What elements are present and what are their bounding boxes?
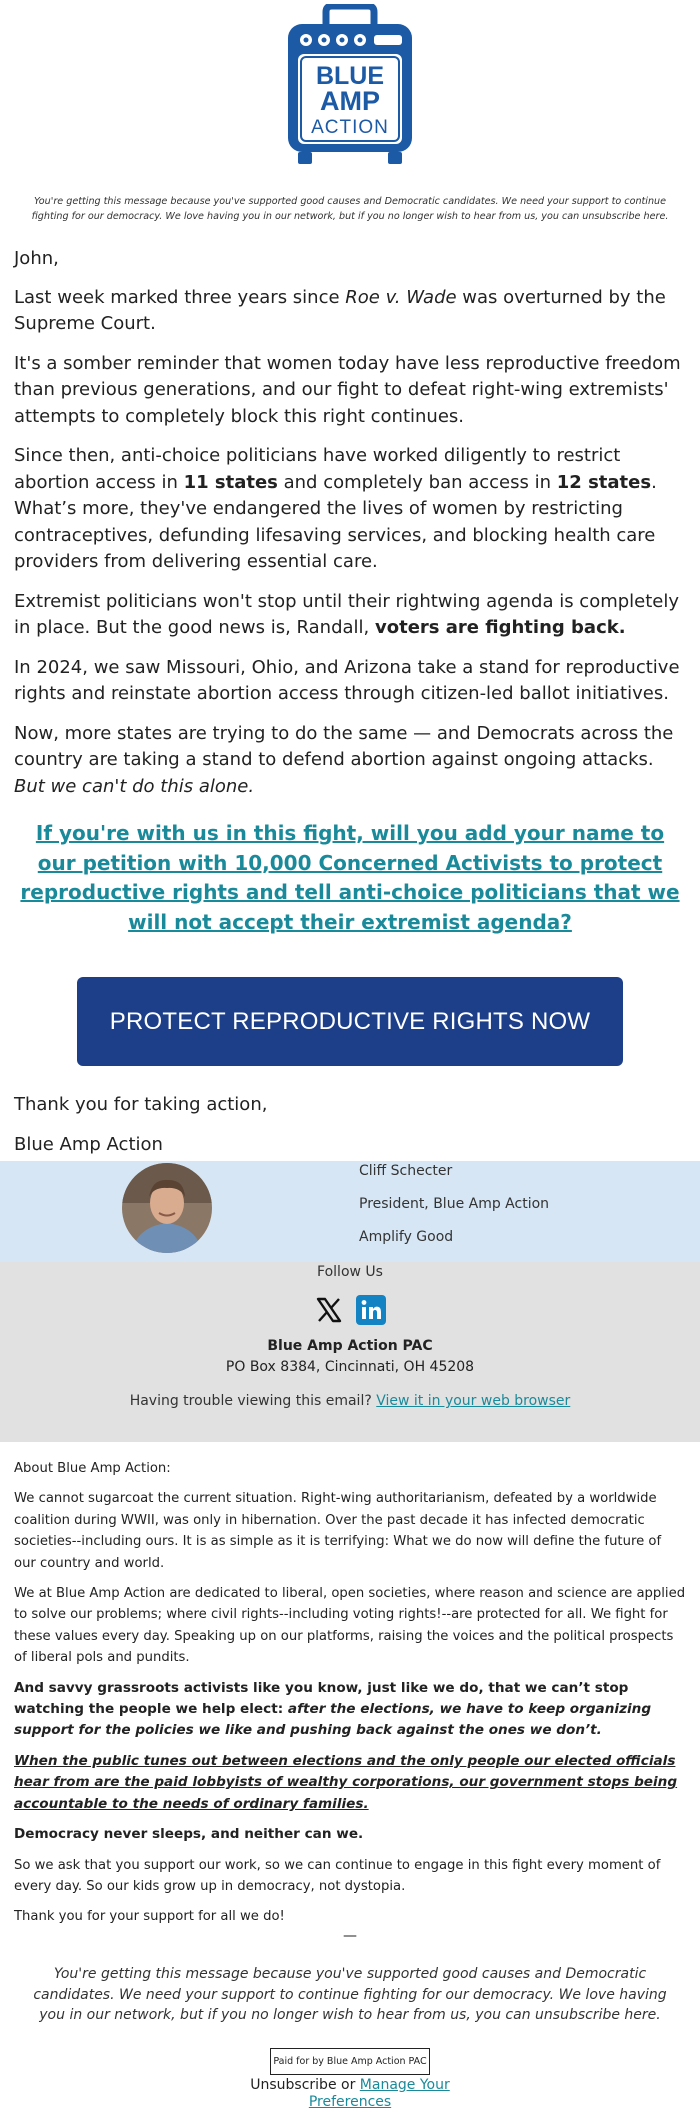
about-paragraph-3: And savvy grassroots activists like you know, just like we do, that we can’t stop watching the people we help elect: after the elections, we have to keep organizing support for the policies we like and pushing back against the ones we don’t. (14, 1679, 652, 1739)
browser-view-line (0, 1393, 700, 1409)
signature-name: Cliff Schecter (359, 1163, 453, 1179)
view-in-browser-link[interactable]: View it in your web browser (376, 1393, 571, 1409)
paid-for-box: Paid for by Blue Amp Action PAC (270, 2048, 430, 2075)
letter-body (0, 246, 700, 800)
signoff (0, 1066, 700, 1158)
paragraph-more-states: Now, more states are trying to do the same — and Democrats across the country are taking a stand to defend abortion against ongoing attacks. But we can't do this alone. (14, 722, 674, 797)
divider-dash: — (343, 1928, 357, 1944)
paragraph-somber: It's a somber reminder that women today have less reproductive freedom than previous generations, and our fight to defeat right-wing extremists' attempts to completely block this right continues. (14, 352, 681, 427)
follow-us-label: Follow Us (317, 1264, 383, 1280)
about-paragraph-7: Thank you for your support for all we do! (14, 1909, 285, 1925)
paragraph-states: Since then, anti-choice politicians have worked diligently to restrict abortion access in 11 states and completely ban access in 12 states. What’s more, they've endangered the lives of women by restricting contraceptives, defunding lifesaving services, and blocking health care providers from delivering essential care. (14, 445, 657, 572)
unsubscribe-line (240, 2077, 460, 2111)
linkedin-icon[interactable] (355, 1294, 387, 1326)
signature-title: President, Blue Amp Action (359, 1196, 550, 1212)
unsubscribe-text[interactable]: Unsubscribe or (250, 2077, 360, 2093)
manage-preferences-link[interactable]: Manage Your Preferences (308, 2077, 450, 2110)
about-paragraph-4: When the public tunes out between elections and the only people our elected officials hear from are the paid lobbyists of wealthy corporations, our government stops being accountable to the needs of ordinary families. (14, 1752, 678, 1812)
about-paragraph-6: So we ask that you support our work, so we can continue to engage in this fight every moment of every day. So our kids grow up in democracy, not dystopia. (14, 1857, 661, 1894)
logo-line-2: AMP (320, 86, 380, 116)
logo-line-1: BLUE (315, 62, 385, 90)
footer-social (0, 1262, 700, 1442)
about-section (14, 1458, 686, 1937)
avatar (122, 1163, 212, 1253)
signature-band (0, 1161, 700, 1262)
pac-address: PO Box 8384, Cincinnati, OH 45208 (225, 1359, 475, 1375)
signature-lines (359, 1163, 549, 1262)
signoff-thanks: Thank you for taking action, (14, 1094, 268, 1115)
about-paragraph-5: Democracy never sleeps, and neither can we. (14, 1826, 364, 1843)
paragraph-2024: In 2024, we saw Missouri, Ohio, and Arizona take a stand for reproductive rights and reinstate abortion access through citizen-led ballot initiatives. (14, 656, 680, 704)
x-icon[interactable] (313, 1294, 345, 1326)
cta-button-wrap (0, 937, 700, 1066)
petition-link[interactable]: If you're with us in this fight, will you add your name to our petition with 10,000 Concerned Activists to protect reproductive rights and tell anti-choice politicians that we will not accept their extremist agenda? (20, 821, 680, 934)
blue-amp-action-logo[interactable] (282, 4, 418, 170)
signature-tagline: Amplify Good (359, 1229, 454, 1245)
logo-line-3: ACTION (311, 117, 389, 138)
signoff-org: Blue Amp Action (14, 1134, 163, 1155)
logo-area (0, 0, 700, 184)
about-paragraph-2: We at Blue Amp Action are dedicated to liberal, open societies, where reason and science are applied to solve our problems; where civil rights--including voting rights!--are protected for all. We fight for these values every day. Speaking up on our platforms, raising the voices and the political prospects of liberal pols and pundits. (14, 1586, 686, 1666)
about-paragraph-1: We cannot sugarcoat the current situation. Right-wing authoritarianism, defeated by a worldwide coalition during WWII, was only in hibernation. Over the past decade it has infected democratic societies--including ours. It is as simple as it is terrifying: What we do now will define the future of our country and world. (14, 1491, 662, 1571)
paragraph-roe: Last week marked three years since Roe v. Wade was overturned by the Supreme Court. (14, 286, 666, 334)
trouble-text: Having trouble viewing this email? (129, 1393, 372, 1409)
top-disclaimer: You're getting this message because you've supported good causes and Democratic candidates. We need your support to continue fighting for our democracy. We love having you in our network, but if you no longer wish to hear from us, you can unsubscribe here. (31, 196, 669, 222)
paragraph-extremist: Extremist politicians won't stop until their rightwing agenda is completely in place. But the good news is, Randall, voters are fighting back. (14, 590, 680, 638)
about-heading: About Blue Amp Action: (14, 1461, 171, 1476)
protect-rights-button[interactable]: PROTECT REPRODUCTIVE RIGHTS NOW (77, 977, 623, 1066)
social-links (0, 1294, 700, 1326)
greeting: John, (14, 248, 59, 269)
bottom-disclaimer: You're getting this message because you've supported good causes and Democratic candidates. We need your support to continue fighting for our democracy. We love having you in our network, but if you no longer wish to hear from us, you can unsubscribe here. (33, 1966, 667, 2024)
pac-name: Blue Amp Action PAC (267, 1338, 433, 1354)
